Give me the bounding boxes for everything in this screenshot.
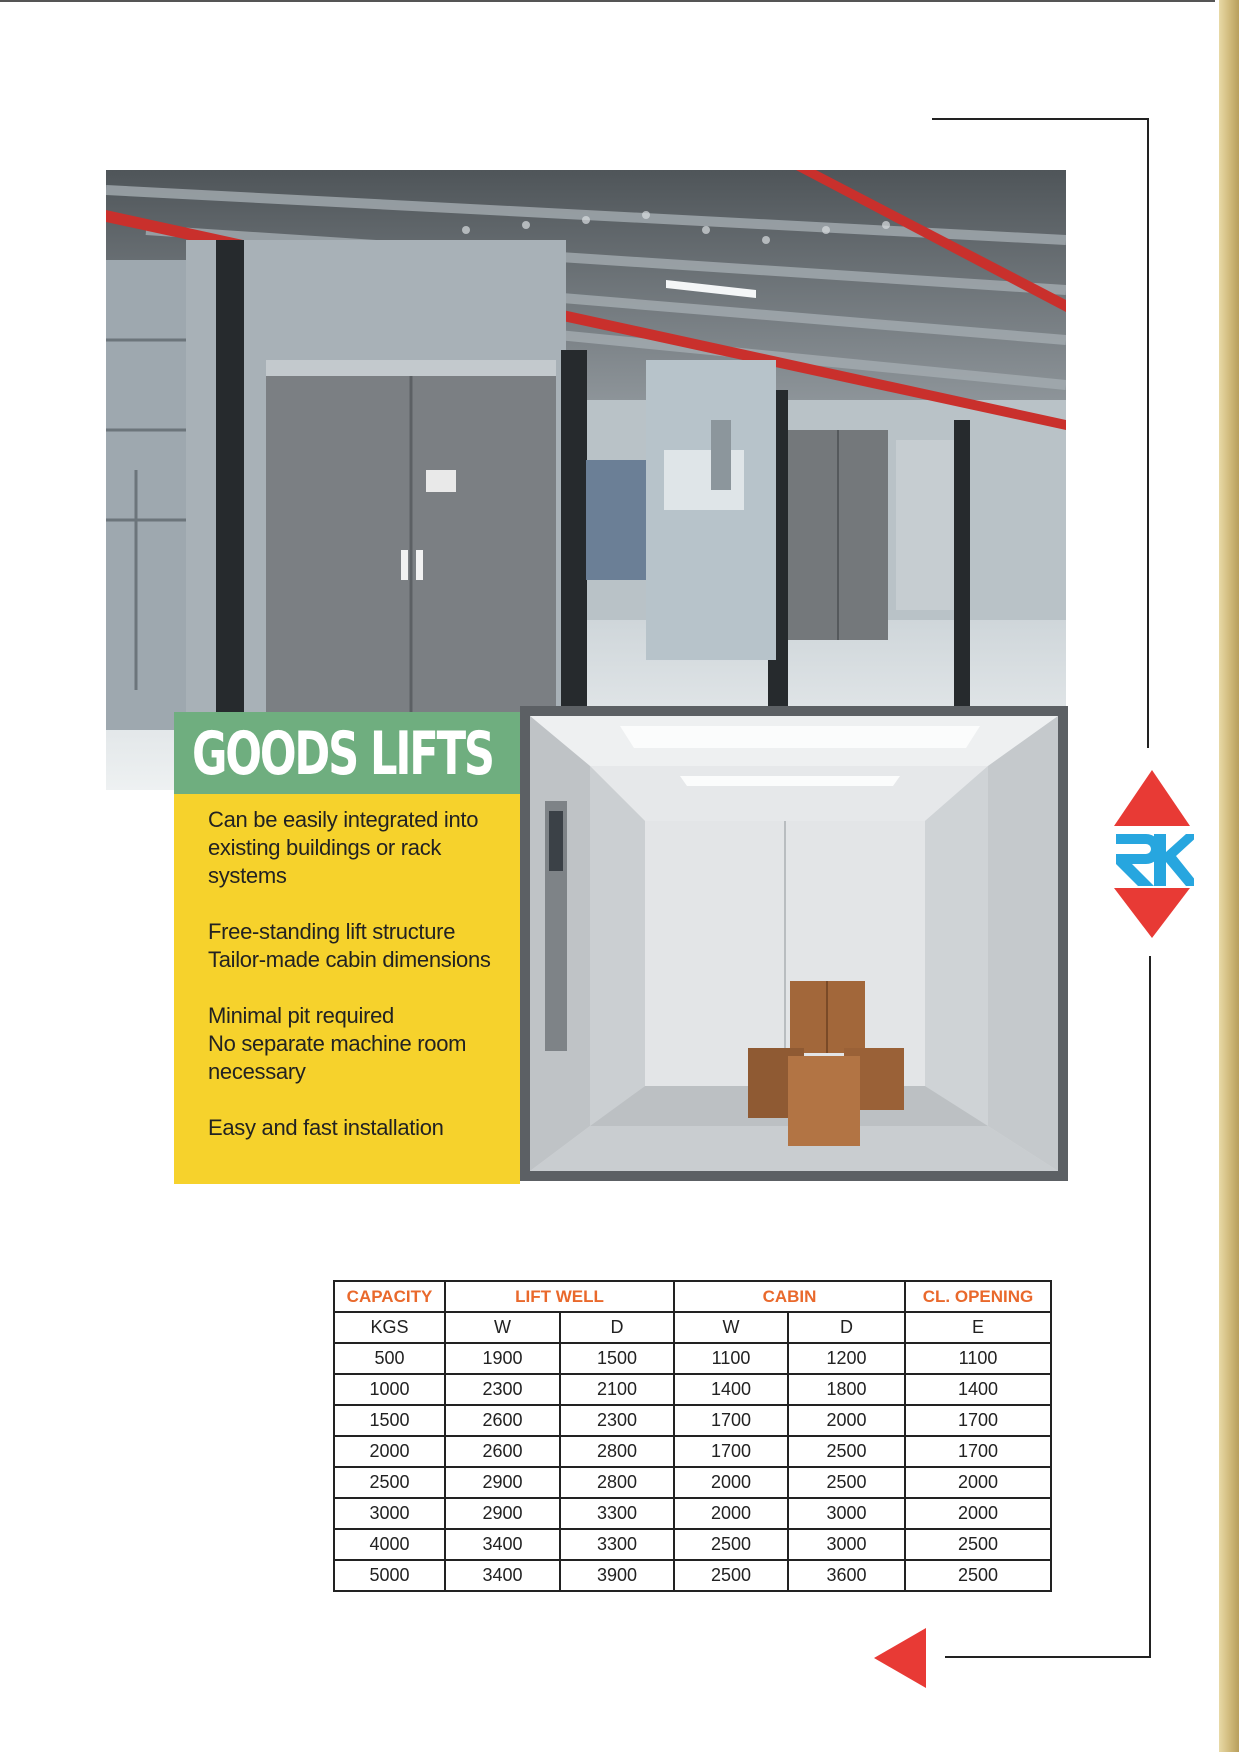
header-lift-well: LIFT WELL xyxy=(445,1281,674,1312)
sub-header-cell: W xyxy=(674,1312,788,1343)
feature-line: No separate machine room xyxy=(208,1031,467,1056)
table-cell: 5000 xyxy=(334,1560,445,1591)
table-cell: 2000 xyxy=(334,1436,445,1467)
table-cell: 2500 xyxy=(674,1529,788,1560)
table-cell: 2000 xyxy=(905,1498,1051,1529)
table-cell: 500 xyxy=(334,1343,445,1374)
table-cell: 1700 xyxy=(674,1436,788,1467)
table-cell: 1700 xyxy=(905,1405,1051,1436)
arrow-left-icon xyxy=(874,1628,926,1688)
table-row xyxy=(334,1405,1051,1436)
table-cell: 2500 xyxy=(788,1436,905,1467)
table-cell: 2600 xyxy=(445,1436,560,1467)
table-cell: 2900 xyxy=(445,1467,560,1498)
table-row xyxy=(334,1374,1051,1405)
table-cell: 2500 xyxy=(905,1560,1051,1591)
table-cell: 1700 xyxy=(674,1405,788,1436)
spec-table xyxy=(333,1280,1052,1592)
table-cell: 3900 xyxy=(560,1560,674,1591)
page-title: GOODS LIFTS xyxy=(192,719,493,789)
table-cell: 3300 xyxy=(560,1498,674,1529)
table-cell: 1000 xyxy=(334,1374,445,1405)
table-cell: 2900 xyxy=(445,1498,560,1529)
table-cell: 2300 xyxy=(445,1374,560,1405)
table-cell: 1100 xyxy=(674,1343,788,1374)
sub-header-cell: D xyxy=(560,1312,674,1343)
feature-line: necessary xyxy=(208,1059,306,1084)
header-capacity: CAPACITY xyxy=(334,1281,445,1312)
table-cell: 4000 xyxy=(334,1529,445,1560)
table-cell: 1400 xyxy=(905,1374,1051,1405)
table-cell: 1800 xyxy=(788,1374,905,1405)
table-cell: 1400 xyxy=(674,1374,788,1405)
table-cell: 2000 xyxy=(788,1405,905,1436)
lift-cabin-photo xyxy=(520,706,1068,1181)
table-cell: 2500 xyxy=(788,1467,905,1498)
arrow-up-icon xyxy=(1114,770,1190,826)
rk-monogram xyxy=(1116,834,1194,886)
table-row xyxy=(334,1529,1051,1560)
table-cell: 3300 xyxy=(560,1529,674,1560)
table-cell: 1500 xyxy=(334,1405,445,1436)
table-cell: 1700 xyxy=(905,1436,1051,1467)
table-cell: 2000 xyxy=(674,1467,788,1498)
table-cell: 2500 xyxy=(905,1529,1051,1560)
sub-header-cell: D xyxy=(788,1312,905,1343)
table-cell: 1900 xyxy=(445,1343,560,1374)
feature-group-2 xyxy=(208,918,491,974)
table-cell: 2600 xyxy=(445,1405,560,1436)
table-cell: 2100 xyxy=(560,1374,674,1405)
table-cell: 3600 xyxy=(788,1560,905,1591)
table-cell: 2000 xyxy=(674,1498,788,1529)
features-panel xyxy=(174,794,520,1184)
table-cell: 1100 xyxy=(905,1343,1051,1374)
sub-header-cell: KGS xyxy=(334,1312,445,1343)
table-cell: 3400 xyxy=(445,1560,560,1591)
bracket-line-right-lower xyxy=(1149,956,1151,1656)
table-row xyxy=(334,1436,1051,1467)
feature-line: Easy and fast installation xyxy=(208,1115,444,1140)
table-cell: 2800 xyxy=(560,1436,674,1467)
feature-line: existing buildings or rack xyxy=(208,835,442,860)
table-row xyxy=(334,1560,1051,1591)
top-rule xyxy=(0,0,1215,2)
feature-group-1 xyxy=(208,806,478,890)
feature-line: Free-standing lift structure xyxy=(208,919,456,944)
feature-group-4 xyxy=(208,1114,444,1142)
feature-line: Tailor-made cabin dimensions xyxy=(208,947,491,972)
table-cell: 3000 xyxy=(334,1498,445,1529)
table-cell: 3000 xyxy=(788,1498,905,1529)
feature-line: Minimal pit required xyxy=(208,1003,394,1028)
table-cell: 2500 xyxy=(674,1560,788,1591)
sub-header-cell: W xyxy=(445,1312,560,1343)
table-cell: 1500 xyxy=(560,1343,674,1374)
table-cell: 3400 xyxy=(445,1529,560,1560)
table-group-header-row xyxy=(334,1281,1051,1312)
table-cell: 2300 xyxy=(560,1405,674,1436)
header-cabin: CABIN xyxy=(674,1281,905,1312)
arrow-down-icon xyxy=(1114,888,1190,938)
table-cell: 2000 xyxy=(905,1467,1051,1498)
table-cell: 2800 xyxy=(560,1467,674,1498)
feature-line: Can be easily integrated into xyxy=(208,807,479,832)
table-row xyxy=(334,1467,1051,1498)
rk-logo xyxy=(1110,770,1194,940)
bracket-line-bottom xyxy=(945,1656,1151,1658)
sub-header-cell: E xyxy=(905,1312,1051,1343)
table-cell: 1200 xyxy=(788,1343,905,1374)
title-band xyxy=(174,712,520,794)
table-cell: 3000 xyxy=(788,1529,905,1560)
bracket-line-right-upper xyxy=(1147,118,1149,748)
table-row xyxy=(334,1498,1051,1529)
table-cell: 2500 xyxy=(334,1467,445,1498)
feature-group-3 xyxy=(208,1002,466,1086)
header-cl-opening: CL. OPENING xyxy=(905,1281,1051,1312)
warehouse-lift-photo xyxy=(106,170,1066,790)
table-body xyxy=(334,1343,1051,1591)
bracket-line-top xyxy=(932,118,1148,120)
feature-line: systems xyxy=(208,863,287,888)
page-edge-strip xyxy=(1219,0,1239,1752)
table-sub-header-row xyxy=(334,1312,1051,1343)
table-row xyxy=(334,1343,1051,1374)
